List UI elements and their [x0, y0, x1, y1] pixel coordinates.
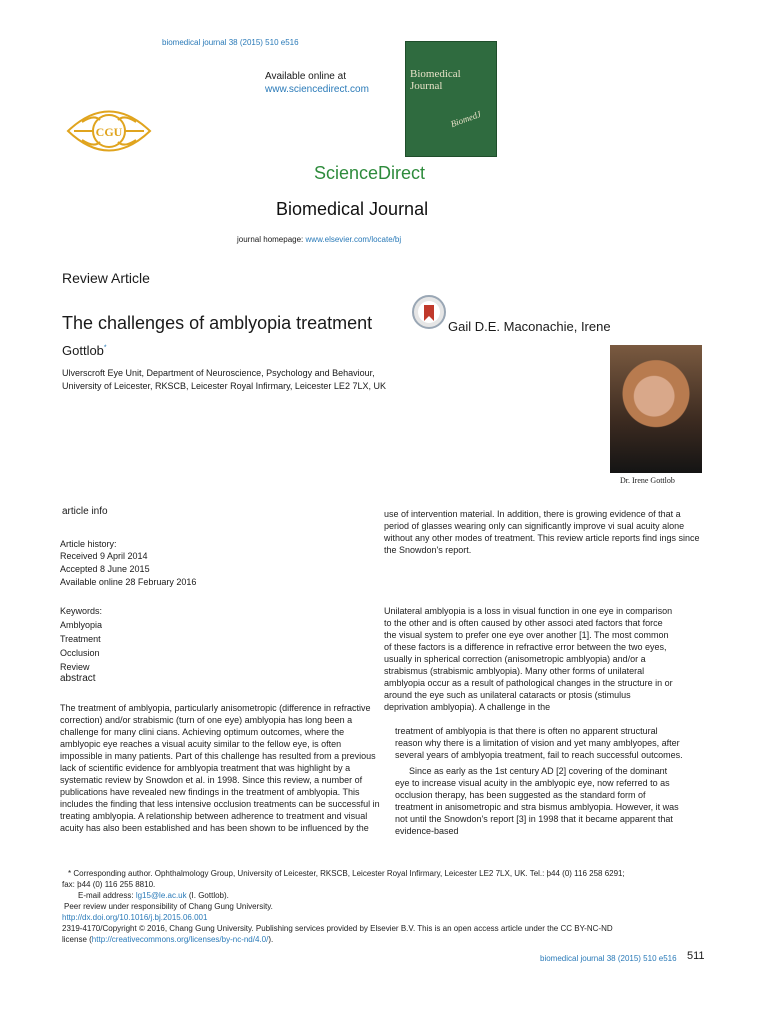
abstract-line: systematic review by Snowdon et al. in 1998. Since this review, a number of	[60, 775, 363, 785]
affiliation-line2: University of Leicester, RKSCB, Leicester Royal Infirmary, Leicester LE2 7LX, UK	[62, 381, 386, 391]
svg-text:CGU: CGU	[95, 125, 123, 139]
abstract-text	[60, 702, 382, 834]
abstract-line: the Snowdon's report.	[384, 545, 472, 555]
copyright-line: 2319-4170/Copyright © 2016, Chang Gung University. Publishing services provided by Elsevier B.V. This is an open access article under the CC BY-NC-ND	[62, 924, 613, 933]
body-paragraph-3	[395, 765, 707, 837]
body-line: evidence-based	[395, 826, 459, 836]
body-line: the visual system to prefer one eye over another [1]. The most common	[384, 630, 669, 640]
journal-cover	[405, 41, 497, 157]
body-line: occlusion therapy, has been suggested as the standard form of	[395, 790, 646, 800]
journal-name: Biomedical Journal	[276, 199, 429, 219]
body-line: of these factors is a difference in refractive error between the two eyes,	[384, 642, 667, 652]
homepage-link[interactable]: www.elsevier.com/locate/bj	[305, 235, 402, 244]
abstract-line: challenge for many clini cians. Achieving optimum outcomes, where the	[60, 727, 345, 737]
body-line: reason why there is a limitation of vision and yet many amblyopes, after	[395, 738, 680, 748]
footnotes	[62, 868, 722, 945]
body-line: not until the Snowdon's report [3] in 1998 that it became apparent that	[395, 814, 673, 824]
keyword-item: Occlusion	[60, 648, 100, 658]
peer-review-note: Peer review under responsibility of Chang Gung University.	[64, 902, 273, 911]
author-gottlob: Gottlob	[62, 343, 104, 358]
homepage-label: journal homepage:	[237, 235, 304, 244]
email-suffix: (I. Gottlob).	[188, 891, 229, 900]
abstract-line: treating amblyopia. A relationship between adherence to treatment and visual	[60, 811, 368, 821]
crossmark-icon[interactable]	[412, 295, 446, 329]
sciencedirect-title: ScienceDirect	[314, 163, 426, 183]
abstract-line: publications have revealed new findings in the treatment of amblyopia. This	[60, 787, 360, 797]
authors-line2	[62, 343, 107, 358]
email-link[interactable]: lg15@le.ac.uk	[135, 891, 187, 900]
fax-note: fax: þ44 (0) 116 255 8810.	[62, 880, 156, 889]
available-date: Available online 28 February 2016	[60, 577, 197, 587]
body-line: around the eye such as unilateral cataracts or ptosis (stimulus	[384, 690, 631, 700]
university-logo	[64, 100, 154, 162]
license-suffix: ).	[268, 935, 274, 944]
journal-homepage	[237, 235, 401, 244]
abstract-line: without any other modes of treatment. This review article reports find ings since	[384, 533, 700, 543]
author-photo	[610, 345, 702, 473]
article-title: The challenges of amblyopia treatment	[62, 313, 373, 333]
body-line: Since as early as the 1st century AD [2] covering of the dominant	[409, 766, 668, 776]
abstract-continued	[384, 508, 706, 556]
doi-link[interactable]: http://dx.doi.org/10.1016/j.bj.2015.06.001	[62, 913, 208, 922]
corresponding-mark[interactable]: *	[103, 344, 107, 352]
abstract-line: correction) and/or strabismic (turn of one eye) amblyopia has long been a	[60, 715, 353, 725]
abstract-heading: abstract	[60, 673, 96, 684]
body-paragraph-1	[384, 605, 708, 713]
photo-caption: Dr. Irene Gottlob	[620, 476, 675, 485]
body-line: strabismus (strabismic amblyopia). Many other forms of unilateral	[384, 666, 645, 676]
history-label: Article history:	[60, 539, 117, 549]
license-link[interactable]: http://creativecommons.org/licenses/by-nc-nd/4.0/	[91, 935, 269, 944]
sciencedirect-link[interactable]: www.sciencedirect.com	[265, 84, 369, 95]
abstract-line: The treatment of amblyopia, particularly anisometropic (difference in refractive	[60, 703, 371, 713]
body-line: amblyopia occur as a result of pathological changes in the structure in or	[384, 678, 673, 688]
keywords-label: Keywords:	[60, 606, 103, 616]
license-line	[62, 934, 722, 945]
accepted-date: Accepted 8 June 2015	[60, 564, 150, 574]
article-info-heading: article info	[62, 506, 108, 517]
received-date: Received 9 April 2014	[60, 551, 148, 561]
abstract-line: includes the finding that less intensive occlusion treatments can be successful in	[60, 799, 380, 809]
journal-ref-top[interactable]: biomedical journal 38 (2015) 510 e516	[162, 38, 299, 47]
keyword-item: Review	[60, 662, 90, 672]
keyword-item: Treatment	[60, 634, 101, 644]
body-line: Unilateral amblyopia is a loss in visual function in one eye in comparison	[384, 606, 673, 616]
page-number: 511	[687, 950, 705, 962]
abstract-line: use of intervention material. In addition, there is growing evidence of that a	[384, 509, 681, 519]
corresponding-author-note: * Corresponding author. Ophthalmology Group, University of Leicester, RKSCB, Leicester Royal Infirmary, Leicester LE2 7LX, UK. Tel.: þ44 (0) 116 258 6291;	[68, 869, 625, 878]
authors-line1: Gail D.E. Maconachie, Irene	[448, 319, 611, 334]
available-online-label: Available online at	[265, 71, 346, 82]
abstract-line: acuity has also been established and has been shown to be influenced by the	[60, 823, 369, 833]
abstract-line: period of glasses wearing only can significantly improve vi sual acuity alone	[384, 521, 685, 531]
body-line: deprivation amblyopia). A challenge in the	[384, 702, 551, 712]
keyword-item: Amblyopia	[60, 620, 103, 630]
body-line: to the other and is often caused by other associ ated factors that force	[384, 618, 663, 628]
abstract-line: impossible in many patients. Part of this challenge has resulted from a previous	[60, 751, 376, 761]
license-prefix: license (	[62, 935, 92, 944]
abstract-line: amblyopic eye reaches a visual acuity similar to the fellow eye, is often	[60, 739, 342, 749]
body-line: treatment of amblyopia is that there is often no apparent structural	[395, 726, 658, 736]
body-paragraph-2	[395, 725, 707, 761]
cover-title-line1: Biomedical	[410, 68, 461, 80]
abstract-line: lack of scientific evidence for amblyopia treatment that was highlight by a	[60, 763, 351, 773]
cover-title-line2: Journal	[410, 80, 443, 92]
cover-script: BiomedJ	[449, 108, 483, 130]
body-line: several years of amblyopia treatment, fail to reach successful outcomes.	[395, 750, 683, 760]
email-label: E-mail address:	[78, 891, 134, 900]
body-line: usually in spherical correction (anisometropic amblyopia) and/or a	[384, 654, 646, 664]
article-type: Review Article	[62, 270, 150, 286]
affiliation-line1: Ulverscroft Eye Unit, Department of Neuroscience, Psychology and Behaviour,	[62, 368, 375, 378]
email-note	[62, 890, 722, 901]
body-line: eye to increase visual acuity in the amblyopic eye, now referred to as	[395, 778, 670, 788]
body-line: treatment in anisometropic and stra bismus amblyopia. However, it was	[395, 802, 679, 812]
journal-ref-bottom[interactable]: biomedical journal 38 (2015) 510 e516	[540, 954, 677, 963]
